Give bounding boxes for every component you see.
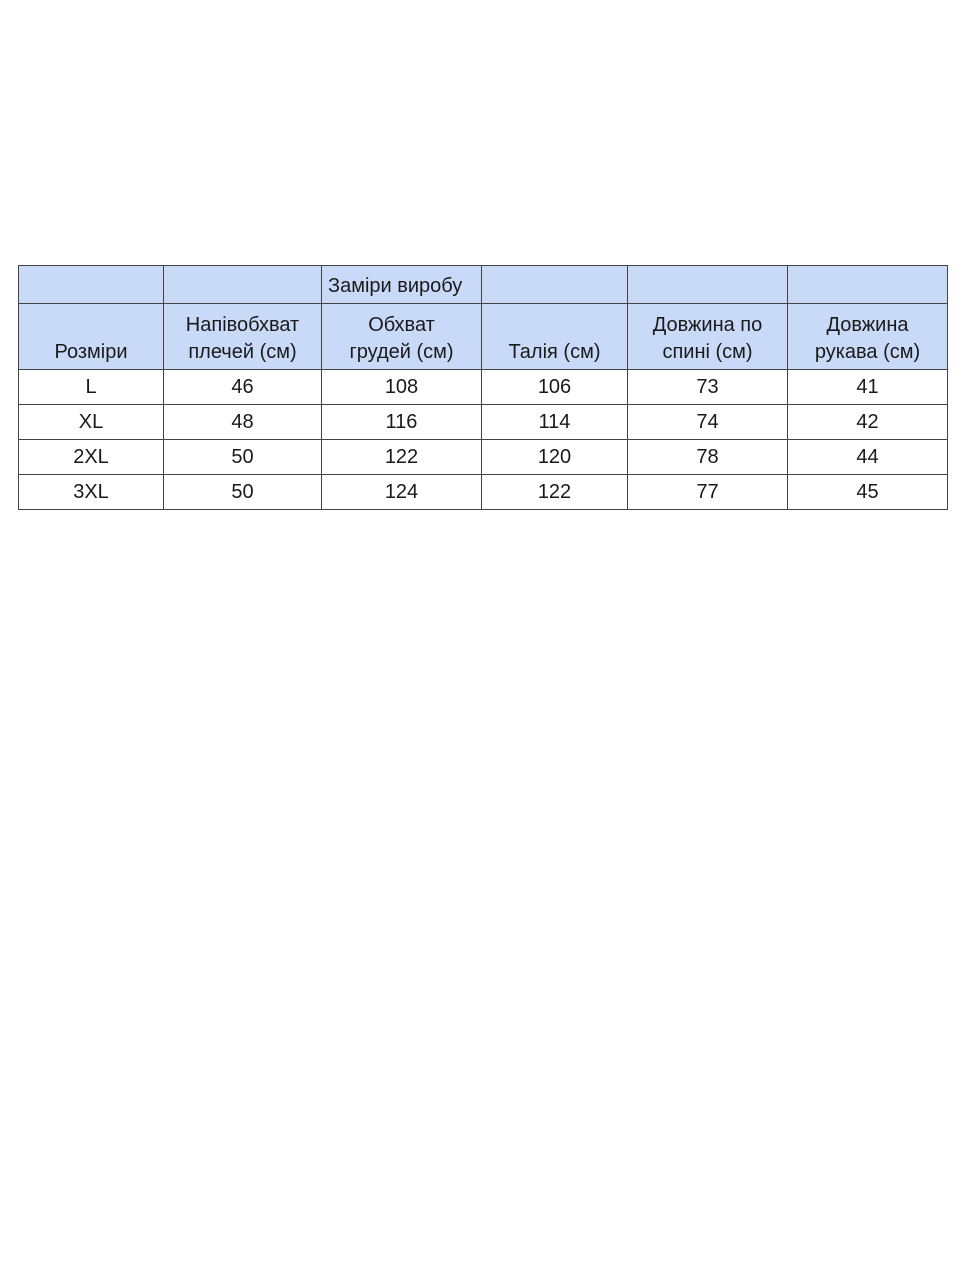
table-cell: 50 (164, 475, 322, 510)
table-row (19, 475, 948, 510)
size-chart-table (18, 265, 948, 510)
table-cell: 114 (482, 405, 628, 440)
table-cell: 108 (322, 370, 482, 405)
column-header-sizes (19, 304, 164, 370)
header-cell-empty (164, 266, 322, 304)
header-line: Обхват (368, 314, 435, 336)
table-cell: 73 (628, 370, 788, 405)
size-cell: 3XL (19, 475, 164, 510)
size-cell: XL (19, 405, 164, 440)
table-cell: 44 (788, 440, 948, 475)
table-row (19, 440, 948, 475)
table-cell: 48 (164, 405, 322, 440)
header-line: Розміри (54, 341, 128, 363)
size-cell: 2XL (19, 440, 164, 475)
header-line: Довжина по (652, 314, 763, 336)
table-cell: 50 (164, 440, 322, 475)
table-cell: 41 (788, 370, 948, 405)
table-cell: 124 (322, 475, 482, 510)
header-line: Довжина (826, 314, 909, 336)
column-header-waist (482, 304, 628, 370)
table-cell: 77 (628, 475, 788, 510)
table-cell: 120 (482, 440, 628, 475)
header-cell-empty (788, 266, 948, 304)
group-title: Заміри виробу (322, 266, 482, 304)
size-cell: L (19, 370, 164, 405)
header-line: спині (см) (662, 341, 753, 363)
table-row (19, 405, 948, 440)
header-line: грудей (см) (349, 341, 454, 363)
header-line: Напівобхват (185, 314, 300, 336)
table-cell: 106 (482, 370, 628, 405)
column-header-back-length (628, 304, 788, 370)
table-cell: 78 (628, 440, 788, 475)
header-line: рукава (см) (814, 341, 921, 363)
group-header-row (19, 266, 948, 304)
column-header-row (19, 304, 948, 370)
table-cell: 46 (164, 370, 322, 405)
table-cell: 122 (482, 475, 628, 510)
header-cell-empty (628, 266, 788, 304)
header-line: плечей (см) (188, 341, 297, 363)
column-header-sleeve-length (788, 304, 948, 370)
header-cell-empty (482, 266, 628, 304)
table-cell: 42 (788, 405, 948, 440)
table-cell: 116 (322, 405, 482, 440)
header-cell-empty (19, 266, 164, 304)
table-cell: 74 (628, 405, 788, 440)
column-header-shoulders (164, 304, 322, 370)
table-row (19, 370, 948, 405)
table-cell: 122 (322, 440, 482, 475)
table-cell: 45 (788, 475, 948, 510)
column-header-chest (322, 304, 482, 370)
header-line: Талія (см) (508, 341, 601, 363)
